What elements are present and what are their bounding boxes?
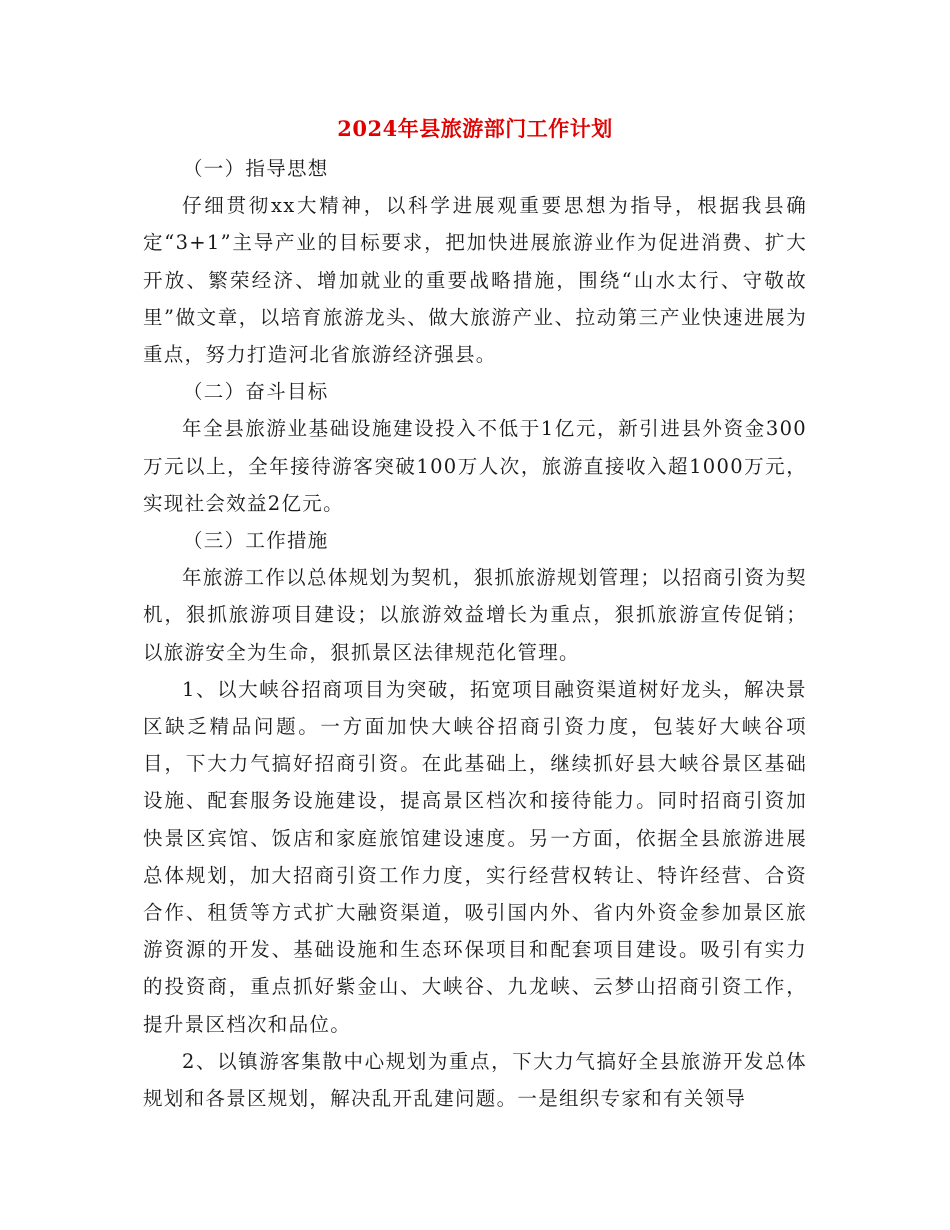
heading-measures: （三）工作措施: [183, 529, 329, 553]
paragraph-goals: 年全县旅游业基础设施建设投入不低于1亿元，新引进县外资金300万元以上，全年接待游客突破100万人次，旅游直接收入超1000万元，实现社会效益2亿元。: [143, 417, 807, 515]
document-page: [143, 108, 807, 1117]
paragraph-guiding-ideology: 仔细贯彻xx大精神，以科学进展观重要思想为指导，根据我县确定“3+1”主导产业的目标要求，把加快进展旅游业作为促进消费、扩大开放、繁荣经济、增加就业的重要战略措施，围绕“山水太行、守敬故里”做文章，以培育旅游龙头、做大旅游产业、拉动第三产业快速进展为重点，努力打造河北省旅游经济强县。: [143, 194, 807, 367]
document-title: 2024年县旅游部门工作计划: [337, 116, 613, 141]
heading-guiding-ideology: （一）指导思想: [183, 157, 329, 180]
paragraph-measure-1: 1、以大峡谷招商项目为突破，拓宽项目融资渠道树好龙头，解决景区缺乏精品问题。一方面加快大峡谷招商引资力度，包装好大峡谷项目，下大力气搞好招商引资。在此基础上，继续抓好县大峡谷景区基础设施、配套服务设施建设，提高景区档次和接待能力。同时招商引资加快景区宾馆、饭店和家庭旅馆建设速度。另一方面，依据全县旅游进展总体规划，加大招商引资工作力度，实行经营权转让、特许经营、合资合作、租赁等方式扩大融资渠道，吸引国内外、省内外资金参加景区旅游资源的开发、基础设施和生态环保项目和配套项目建设。吸引有实力的投资商，重点抓好紫金山、大峡谷、九龙峡、云梦山招商引资工作，提升景区档次和品位。: [143, 677, 807, 1036]
paragraph-measures-intro: 年旅游工作以总体规划为契机，狠抓旅游规划管理；以招商引资为契机，狠抓旅游项目建设；以旅游效益增长为重点，狠抓旅游宣传促销；以旅游安全为生命，狠抓景区法律规范化管理。: [143, 566, 807, 664]
paragraph-measure-2: 2、以镇游客集散中心规划为重点，下大力气搞好全县旅游开发总体规划和各景区规划，解决乱开乱建问题。一是组织专家和有关领导: [143, 1049, 807, 1111]
heading-goals: （二）奋斗目标: [183, 380, 329, 404]
